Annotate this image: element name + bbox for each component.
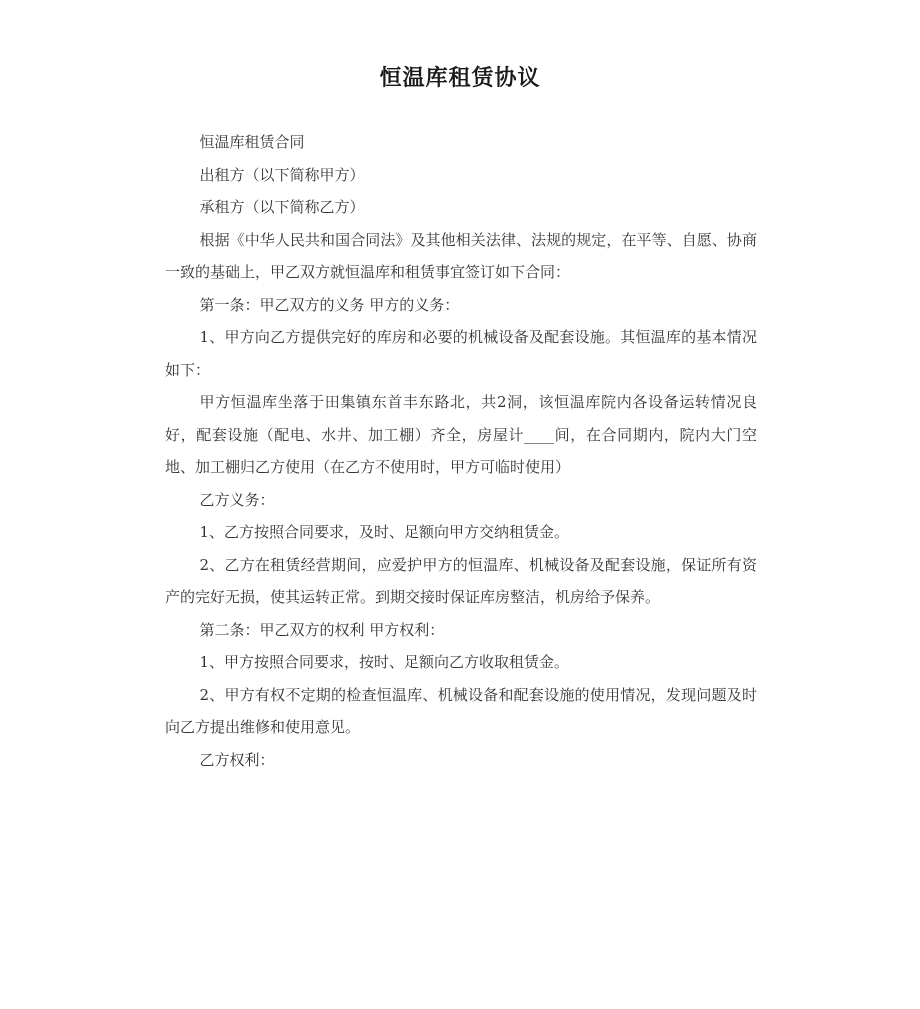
paragraph-article-two-heading: 第二条：甲乙双方的权利 甲方权利： [199, 620, 445, 639]
paragraph-contract-name: 恒温库租赁合同 [199, 133, 305, 151]
paragraph-lessee-duties-heading: 乙方义务： [199, 490, 275, 509]
document-title: 恒温库租赁协议 [379, 66, 541, 91]
paragraph-lessee: 承租方（以下简称乙方） [199, 198, 365, 216]
paragraph-lessor-right-1: 1、甲方按照合同要求，按时、足额向乙方收取租赁金。 [199, 653, 570, 671]
paragraph-article-one-heading: 第一条：甲乙双方的义务 甲方的义务： [199, 295, 460, 314]
paragraph-warehouse-description: 甲方恒温库坐落于田集镇东首丰东路北，共2洞，该恒温库院内各设备运转情况良好，配套设施（配电、水井、加工棚）齐全，房屋计____间，在合同期内，院内大门空地、加工棚归乙方使用（在乙方不使用时，甲方可临时使用） [165, 393, 757, 476]
paragraph-preamble: 根据《中华人民共和国合同法》及其他相关法律、法规的规定，在平等、自愿、协商一致的基础上，甲乙双方就恒温库和租赁事宜签订如下合同： [165, 230, 757, 281]
paragraph-lessee-duty-2: 2、乙方在租赁经营期间，应爱护甲方的恒温库、机械设备及配套设施，保证所有资产的完好无损，使其运转正常。到期交接时保证库房整洁，机房给予保养。 [165, 555, 757, 606]
document-body [165, 126, 757, 776]
paragraph-lessor-duty-1: 1、甲方向乙方提供完好的库房和必要的机械设备及配套设施。其恒温库的基本情况如下： [165, 328, 757, 379]
paragraph-lessor-right-2: 2、甲方有权不定期的检查恒温库、机械设备和配套设施的使用情况，发现问题及时向乙方提出维修和使用意见。 [165, 685, 757, 736]
paragraph-lessor: 出租方（以下简称甲方） [199, 165, 365, 184]
paragraph-lessee-duty-1: 1、乙方按照合同要求，及时、足额向甲方交纳租赁金。 [199, 523, 570, 541]
paragraph-lessee-rights-heading: 乙方权利： [199, 750, 275, 769]
